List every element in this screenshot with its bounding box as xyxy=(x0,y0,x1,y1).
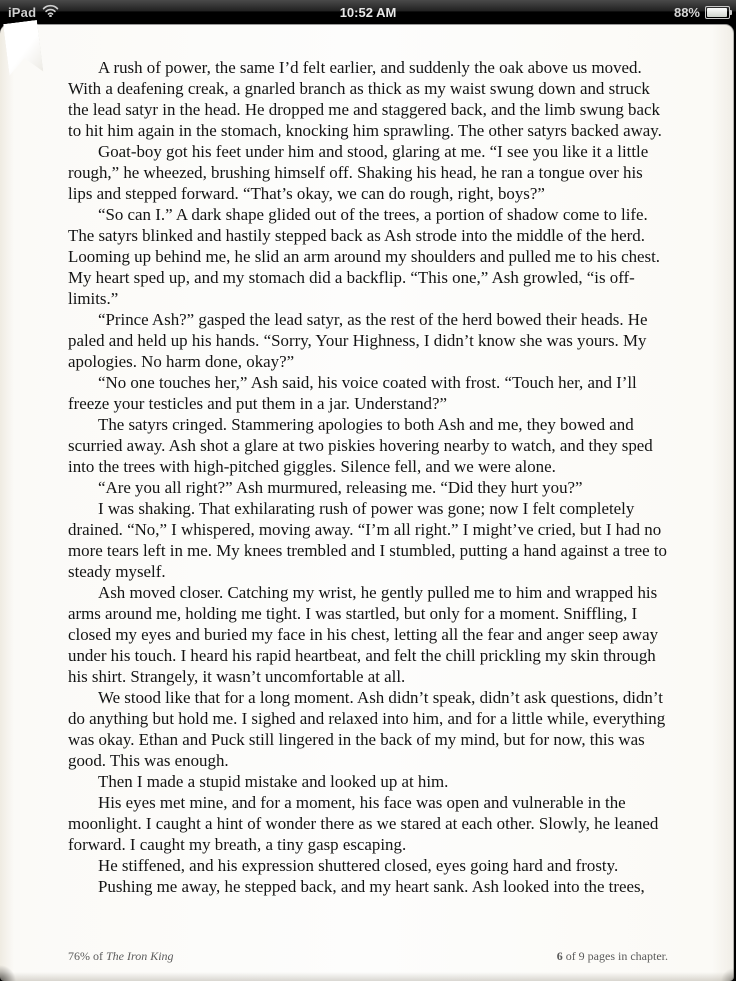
page-number: 6 xyxy=(556,949,563,963)
carrier-label: iPad xyxy=(8,4,37,20)
paragraph: His eyes met mine, and for a moment, his face was open and vulnerable in the moonlight. I caught a hint of wonder there as we stared at each other. Slowly, he leaned forward. I caught my breath, a tiny gasp escaping. xyxy=(68,793,659,854)
paragraph: He stiffened, and his expression shuttered closed, eyes going hard and frosty. xyxy=(98,856,619,875)
status-bar xyxy=(0,0,736,24)
paragraph: Then I made a stupid mistake and looked up at him. xyxy=(98,772,449,791)
book-title: The Iron King xyxy=(106,949,174,963)
book-text xyxy=(68,57,669,897)
battery-icon xyxy=(705,6,730,19)
paragraph: I was shaking. That exhilarating rush of power was gone; now I felt completely drained. “No,” I whispered, moving away. “I’m all right.” I might’ve cried, but I had no more tears left in me. My knees trembled and I stumbled, putting a hand against a tree to steady myself. xyxy=(68,499,667,581)
paragraph: Ash moved closer. Catching my wrist, he gently pulled me to him and wrapped his arms around me, holding me tight. I was startled, but only for a moment. Sniffling, I closed my eyes and buried my face in his chest, letting all the fear and anger seep away under his touch. I heard his rapid heartbeat, and felt the chill prickling my skin through his shirt. Strangely, it wasn’t uncomfortable at all. xyxy=(68,583,659,686)
paragraph: “Prince Ash?” gasped the lead satyr, as the rest of the herd bowed their heads. He paled and held up his hands. “Sorry, Your Highness, I didn’t know she was yours. My apologies. No harm done, okay?” xyxy=(68,310,648,371)
bookmark-ribbon-icon[interactable] xyxy=(3,20,43,76)
book-page[interactable] xyxy=(0,24,734,981)
chapter-page-label: 6 of 9 pages in chapter. xyxy=(556,949,668,963)
battery-percent: 88% xyxy=(673,4,700,20)
book-progress-label: 76% of The Iron King xyxy=(68,949,174,963)
status-bar-right xyxy=(674,0,730,24)
paragraph: A rush of power, the same I’d felt earlier, and suddenly the oak above us moved. With a deafening creak, a gnarled branch as thick as my waist swung down and struck the lead satyr in the head. He dropped me and staggered back, and the limb swung back to hit him again in the stomach, knocking him sprawling. The other satyrs backed away. xyxy=(68,58,662,140)
reader-footer xyxy=(68,949,668,964)
paragraph: “No one touches her,” Ash said, his voice coated with frost. “Touch her, and I’ll freeze your testicles and put them in a jar. Understand?” xyxy=(68,373,637,413)
paragraph: Pushing me away, he stepped back, and my heart sank. Ash looked into the trees, xyxy=(98,877,645,896)
clock: 10:52 AM xyxy=(339,4,397,20)
paragraph: “Are you all right?” Ash murmured, releasing me. “Did they hurt you?” xyxy=(98,478,583,497)
paragraph: “So can I.” A dark shape glided out of the trees, a portion of shadow come to life. The satyrs blinked and hastily stepped back as Ash strode into the middle of the herd. Looming up behind me, he slid an arm around my shoulders and pulled me to his chest. My heart sped up, and my stomach did a backflip. “This one,” Ash growled, “is off-limits.” xyxy=(68,205,661,308)
paragraph: We stood like that for a long moment. Ash didn’t speak, didn’t ask questions, didn’t do anything but hold me. I sighed and relaxed into him, and for a little while, everything was okay. Ethan and Puck still lingered in the back of my mind, but for now, this was good. This was enough. xyxy=(68,688,666,770)
paragraph: The satyrs cringed. Stammering apologies to both Ash and me, they bowed and scurried away. Ash shot a glare at two piskies hovering nearby to watch, and they sped into the trees with high-pitched giggles. Silence fell, and we were alone. xyxy=(68,415,653,476)
paragraph: Goat-boy got his feet under him and stood, glaring at me. “I see you like it a little rough,” he wheezed, brushing himself off. Shaking his head, he ran a tongue over his lips and stepped forward. “That’s okay, we can do rough, right, boys?” xyxy=(68,142,649,203)
